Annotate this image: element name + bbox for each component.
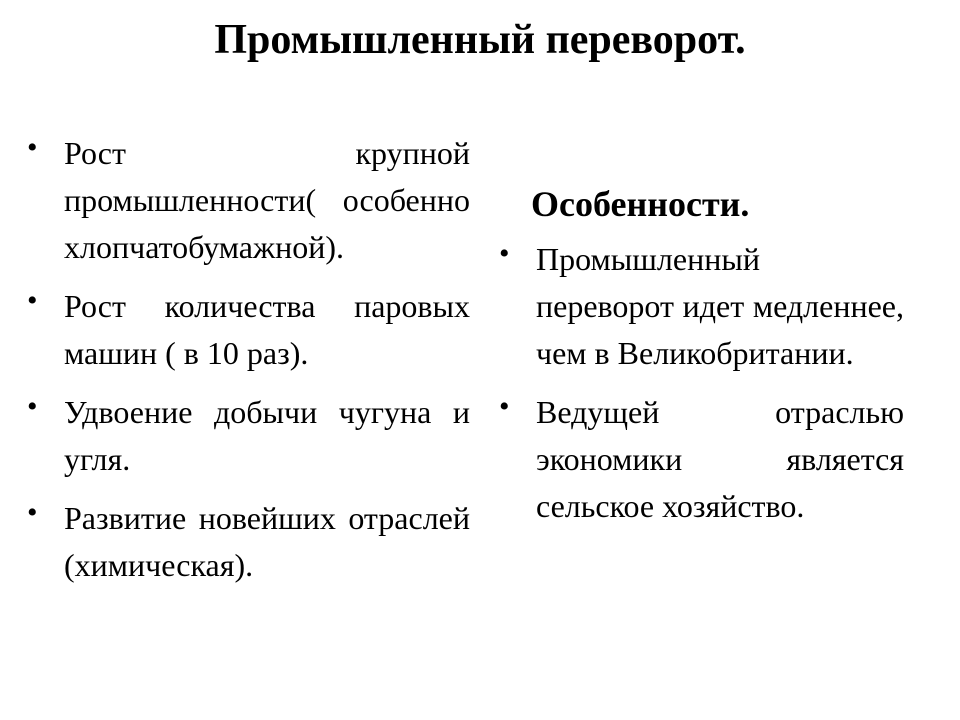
- right-bullet-list: [536, 236, 904, 542]
- slide-title: Промышленный переворот.: [214, 17, 746, 63]
- features-heading: Особенности.: [531, 184, 750, 224]
- left-bullet-item: • Удвоение добычи чугуна и угля.: [64, 389, 470, 483]
- right-bullet-item: • Промышленный переворот идет медленнее, чем в Великобритании.: [536, 236, 904, 377]
- left-bullet-list: [64, 130, 470, 601]
- left-bullet-item: • Рост количества паровых машин ( в 10 раз).: [64, 283, 470, 377]
- right-bullet-item: • Ведущей отраслью экономики является сельское хозяйство.: [536, 389, 904, 530]
- left-bullet-item: • Рост крупной промышленности( особенно хлопчатобумажной).: [64, 130, 470, 271]
- left-bullet-item: • Развитие новейших отраслей (химическая).: [64, 495, 470, 589]
